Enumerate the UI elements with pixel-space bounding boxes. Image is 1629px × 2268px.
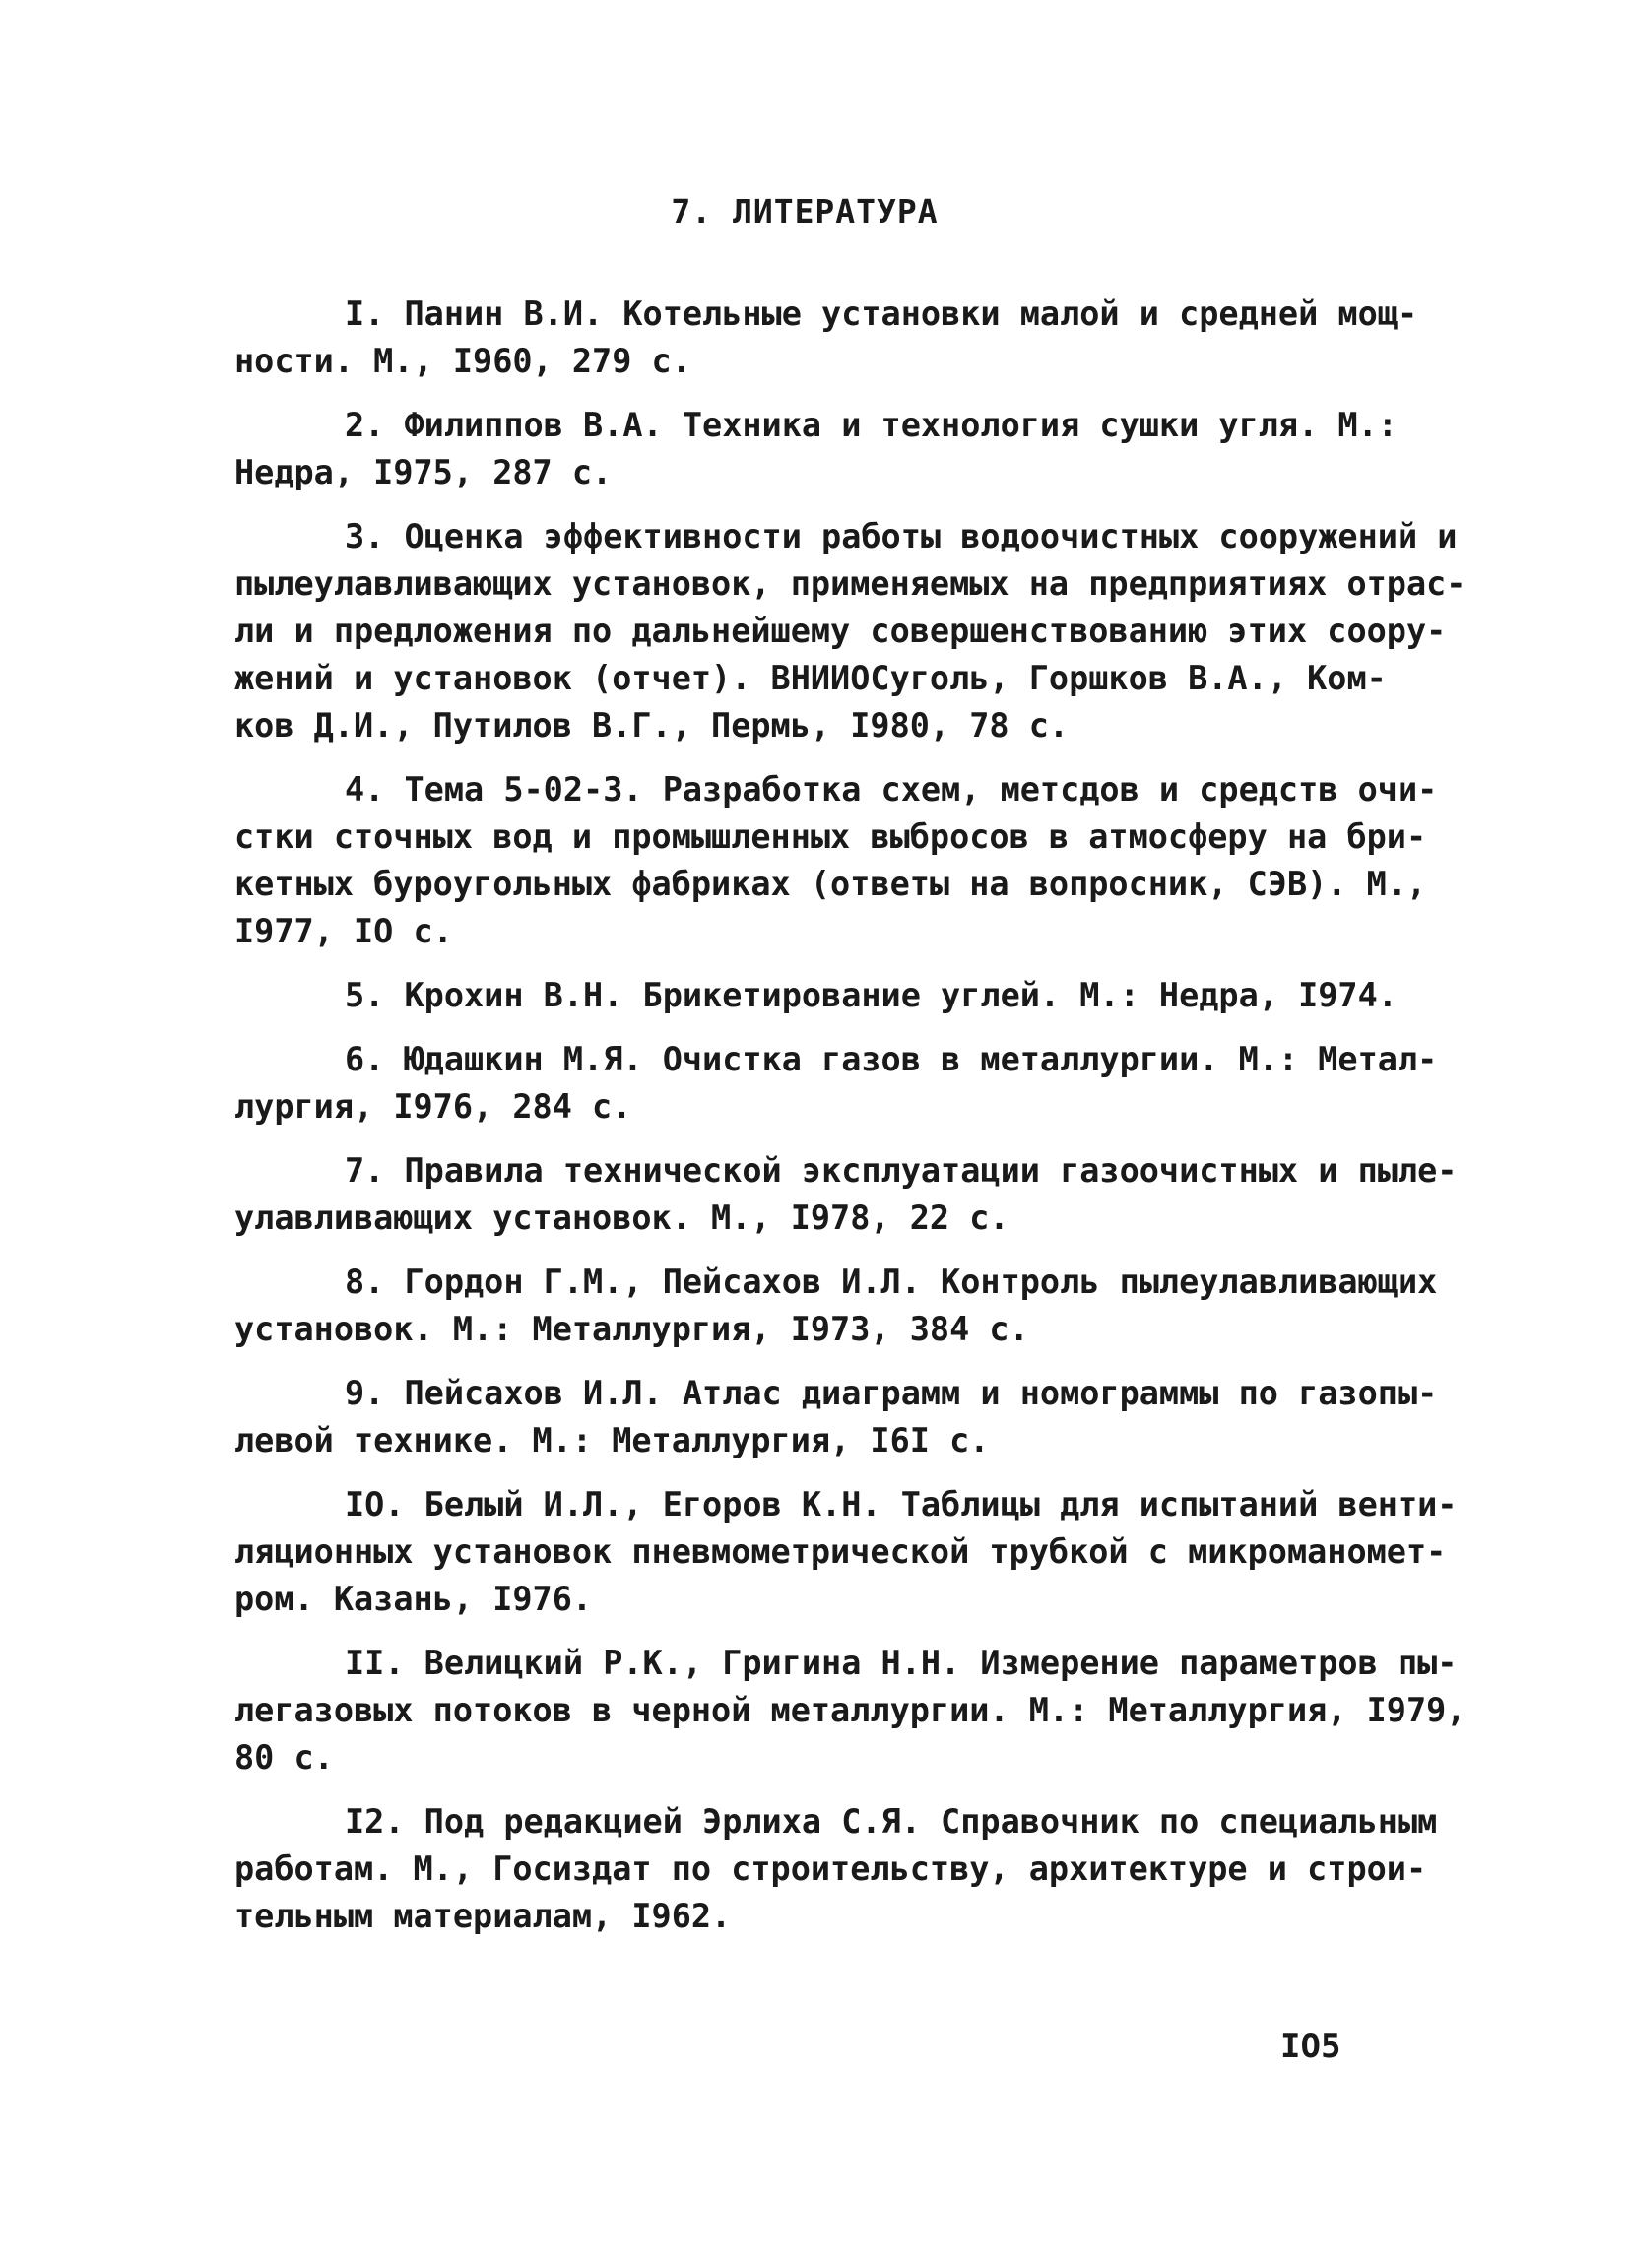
reference-item: [234, 1036, 1438, 1131]
reference-line: кетных буроугольных фабриках (ответы на вопросник, СЭВ). М.,: [234, 865, 1427, 903]
reference-line: ляционных установок пневмометрической трубкой с микроманомет-: [234, 1532, 1447, 1571]
reference-item: [234, 1259, 1438, 1353]
reference-line: установок. М.: Металлургия, I973, 384 с.: [234, 1310, 1029, 1348]
reference-line: 7. Правила технической эксплуатации газоочистных и пыле-: [345, 1151, 1458, 1190]
reference-line: I2. Под редакцией Эрлиха С.Я. Справочник по специальным: [345, 1802, 1438, 1841]
reference-line: жений и установок (отчет). ВНИИОСуголь, Горшков В.А., Ком-: [234, 659, 1387, 697]
reference-line: пылеулавливающих установок, применяемых на предприятиях отрас-: [234, 564, 1466, 603]
section-title: 7. ЛИТЕРАТУРА: [671, 192, 939, 230]
reference-line: ли и предложения по дальнейшему совершенствованию этих соору-: [234, 612, 1447, 650]
reference-line: стки сточных вод и промышленных выбросов в атмосферу на бри-: [234, 817, 1427, 856]
reference-line: 8. Гордон Г.М., Пейсахов И.Л. Контроль пылеулавливающих: [345, 1263, 1438, 1301]
reference-line: левой технике. М.: Металлургия, I6I с.: [234, 1421, 990, 1459]
reference-line: работам. М., Госиздат по строительству, архитектуре и строи-: [234, 1849, 1427, 1888]
reference-line: 6. Юдашкин М.Я. Очистка газов в металлургии. М.: Метал-: [345, 1040, 1438, 1078]
reference-line: I. Панин В.И. Котельные установки малой и средней мощ-: [345, 294, 1418, 333]
reference-item: [234, 513, 1466, 749]
reference-item: [234, 1147, 1458, 1242]
reference-list: [234, 291, 1466, 1957]
reference-item: [234, 1640, 1466, 1782]
reference-line: ности. М., I960, 279 с.: [234, 342, 691, 380]
reference-line: ков Д.И., Путилов В.Г., Пермь, I980, 78 с.: [234, 706, 1070, 745]
reference-line: лургия, I976, 284 с.: [234, 1087, 632, 1126]
reference-line: Недра, I975, 287 с.: [234, 453, 613, 491]
reference-line: IO. Белый И.Л., Егоров К.Н. Таблицы для испытаний венти-: [345, 1485, 1458, 1523]
reference-line: 5. Крохин В.Н. Брикетирование углей. М.: Недра, I974.: [345, 976, 1398, 1014]
reference-line: 80 с.: [234, 1738, 334, 1777]
reference-line: тельным материалам, I962.: [234, 1897, 732, 1935]
reference-line: ром. Казань, I976.: [234, 1580, 593, 1618]
reference-item: [234, 766, 1438, 955]
reference-line: 9. Пейсахов И.Л. Атлас диаграмм и номограммы по газопы-: [345, 1374, 1438, 1412]
reference-line: 3. Оценка эффективности работы водоочистных сооружений и: [345, 517, 1458, 555]
reference-item: [234, 972, 1404, 1019]
reference-line: 4. Тема 5-02-3. Разработка схем, метсдов и средств очи-: [345, 770, 1438, 809]
reference-item: [234, 402, 1404, 496]
reference-line: I977, IO с.: [234, 912, 453, 950]
reference-item: [234, 1370, 1438, 1464]
reference-line: легазовых потоков в черной металлургии. М.: Металлургия, I979,: [234, 1691, 1466, 1729]
reference-item: [234, 291, 1418, 385]
reference-line: улавливающих установок. М., I978, 22 с.: [234, 1199, 1010, 1237]
page-number: IO5: [1280, 2027, 1341, 2066]
reference-item: [234, 1798, 1438, 1940]
reference-line: II. Велицкий Р.К., Григина Н.Н. Измерение параметров пы-: [345, 1644, 1458, 1682]
reference-item: [234, 1481, 1458, 1623]
reference-line: 2. Филиппов В.А. Техника и технология сушки угля. М.:: [345, 406, 1398, 444]
